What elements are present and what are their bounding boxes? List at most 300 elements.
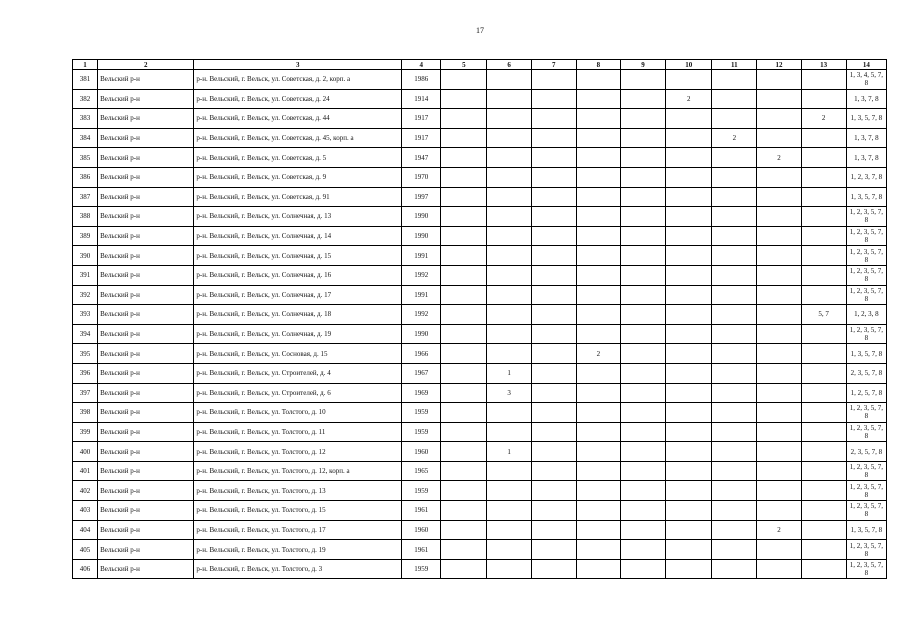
table-cell-col-12: 2 — [757, 520, 801, 540]
table-cell-col-7 — [531, 344, 576, 364]
table-cell-col-1: 400 — [73, 442, 98, 462]
table-cell-col-2: Вельский р-н — [98, 520, 194, 540]
table-cell-col-11 — [712, 226, 757, 246]
table-cell-col-7 — [531, 559, 576, 579]
table-cell-col-12 — [757, 442, 801, 462]
table-cell-col-12 — [757, 501, 801, 521]
table-cell-col-1: 406 — [73, 559, 98, 579]
column-header-3: 3 — [194, 60, 402, 70]
table-cell-col-5 — [441, 285, 487, 305]
table-cell-col-11 — [712, 363, 757, 383]
table-cell-col-3: р-н. Вельский, г. Вельск, ул. Толстого, д. 15 — [194, 501, 402, 521]
table-cell-col-1: 392 — [73, 285, 98, 305]
table-cell-col-14: 1, 3, 7, 8 — [846, 128, 886, 148]
table-cell-col-11 — [712, 109, 757, 129]
table-cell-col-14: 2, 3, 5, 7, 8 — [846, 363, 886, 383]
table-cell-col-14: 1, 2, 3, 5, 7, 8 — [846, 540, 886, 560]
table-cell-col-7 — [531, 461, 576, 481]
table-cell-col-1: 403 — [73, 501, 98, 521]
table-cell-col-3: р-н. Вельский, г. Вельск, ул. Солнечная, д. 14 — [194, 226, 402, 246]
column-header-7: 7 — [531, 60, 576, 70]
table-cell-col-1: 398 — [73, 403, 98, 423]
table-cell-col-7 — [531, 246, 576, 266]
table-cell-col-13 — [801, 167, 846, 187]
table-row — [73, 109, 887, 129]
table-cell-col-5 — [441, 442, 487, 462]
table-cell-col-2: Вельский р-н — [98, 442, 194, 462]
table-cell-col-1: 396 — [73, 363, 98, 383]
table-cell-col-10 — [666, 285, 712, 305]
table-cell-col-3: р-н. Вельский, г. Вельск, ул. Солнечная, д. 18 — [194, 305, 402, 325]
table-cell-col-14: 1, 2, 3, 8 — [846, 305, 886, 325]
column-header-12: 12 — [757, 60, 801, 70]
table-cell-col-11 — [712, 383, 757, 403]
table-cell-col-7 — [531, 540, 576, 560]
table-cell-col-11 — [712, 285, 757, 305]
table-cell-col-7 — [531, 501, 576, 521]
table-cell-col-1: 382 — [73, 89, 98, 109]
table-cell-col-4: 1960 — [402, 520, 441, 540]
table-cell-col-1: 388 — [73, 207, 98, 227]
table-cell-col-4: 1966 — [402, 344, 441, 364]
table-cell-col-13 — [801, 89, 846, 109]
table-cell-col-9 — [620, 246, 665, 266]
table-cell-col-2: Вельский р-н — [98, 344, 194, 364]
table-cell-col-8 — [576, 324, 620, 344]
table-cell-col-9 — [620, 403, 665, 423]
column-header-8: 8 — [576, 60, 620, 70]
table-cell-col-7 — [531, 109, 576, 129]
column-header-14: 14 — [846, 60, 886, 70]
table-cell-col-9 — [620, 383, 665, 403]
table-cell-col-2: Вельский р-н — [98, 363, 194, 383]
table-cell-col-14: 1, 3, 5, 7, 8 — [846, 520, 886, 540]
table-cell-col-13 — [801, 540, 846, 560]
table-row — [73, 481, 887, 501]
table-cell-col-14: 1, 2, 3, 5, 7, 8 — [846, 285, 886, 305]
table-cell-col-14: 1, 3, 5, 7, 8 — [846, 187, 886, 207]
table-cell-col-9 — [620, 324, 665, 344]
table-cell-col-4: 1959 — [402, 403, 441, 423]
table-cell-col-13 — [801, 148, 846, 168]
table-cell-col-6: 1 — [487, 442, 531, 462]
table-body — [73, 70, 887, 579]
table-cell-col-7 — [531, 167, 576, 187]
table-cell-col-1: 386 — [73, 167, 98, 187]
table-row — [73, 324, 887, 344]
table-cell-col-9 — [620, 128, 665, 148]
table-row — [73, 520, 887, 540]
table-cell-col-12 — [757, 383, 801, 403]
table-cell-col-5 — [441, 89, 487, 109]
table-cell-col-3: р-н. Вельский, г. Вельск, ул. Толстого, д. 19 — [194, 540, 402, 560]
table-cell-col-12 — [757, 422, 801, 442]
table-cell-col-3: р-н. Вельский, г. Вельск, ул. Советская, д. 45, корп. а — [194, 128, 402, 148]
table-cell-col-8 — [576, 305, 620, 325]
table-cell-col-8 — [576, 403, 620, 423]
table-cell-col-14: 1, 2, 3, 5, 7, 8 — [846, 207, 886, 227]
table-cell-col-3: р-н. Вельский, г. Вельск, ул. Солнечная, д. 15 — [194, 246, 402, 266]
table-cell-col-9 — [620, 187, 665, 207]
table-cell-col-5 — [441, 422, 487, 442]
table-row — [73, 285, 887, 305]
table-cell-col-9 — [620, 520, 665, 540]
table-cell-col-7 — [531, 128, 576, 148]
table-cell-col-6 — [487, 70, 531, 90]
table-cell-col-4: 1970 — [402, 167, 441, 187]
table-cell-col-10 — [666, 442, 712, 462]
table-cell-col-11 — [712, 520, 757, 540]
column-header-11: 11 — [712, 60, 757, 70]
table-cell-col-5 — [441, 559, 487, 579]
table-cell-col-8 — [576, 363, 620, 383]
table-cell-col-7 — [531, 207, 576, 227]
table-cell-col-13 — [801, 461, 846, 481]
table-cell-col-12 — [757, 226, 801, 246]
table-cell-col-10 — [666, 481, 712, 501]
table-cell-col-11 — [712, 461, 757, 481]
table-cell-col-12 — [757, 89, 801, 109]
table-cell-col-13: 2 — [801, 109, 846, 129]
table-cell-col-6 — [487, 520, 531, 540]
table-row — [73, 148, 887, 168]
table-cell-col-10 — [666, 128, 712, 148]
table-cell-col-7 — [531, 422, 576, 442]
table-cell-col-14: 1, 2, 3, 5, 7, 8 — [846, 226, 886, 246]
table-cell-col-12 — [757, 559, 801, 579]
table-cell-col-10 — [666, 363, 712, 383]
table-cell-col-11 — [712, 501, 757, 521]
table-cell-col-3: р-н. Вельский, г. Вельск, ул. Строителей, д. 4 — [194, 363, 402, 383]
table-cell-col-11 — [712, 403, 757, 423]
table-row — [73, 403, 887, 423]
table-cell-col-11 — [712, 481, 757, 501]
table-cell-col-11 — [712, 442, 757, 462]
column-header-13: 13 — [801, 60, 846, 70]
table-cell-col-12 — [757, 285, 801, 305]
table-cell-col-6 — [487, 481, 531, 501]
table-cell-col-14: 1, 2, 5, 7, 8 — [846, 383, 886, 403]
table-cell-col-9 — [620, 285, 665, 305]
table-cell-col-5 — [441, 344, 487, 364]
table-cell-col-1: 397 — [73, 383, 98, 403]
table-cell-col-6 — [487, 207, 531, 227]
table-cell-col-7 — [531, 70, 576, 90]
table-cell-col-3: р-н. Вельский, г. Вельск, ул. Солнечная, д. 19 — [194, 324, 402, 344]
table-cell-col-7 — [531, 520, 576, 540]
table-cell-col-7 — [531, 403, 576, 423]
table-cell-col-3: р-н. Вельский, г. Вельск, ул. Толстого, д. 12 — [194, 442, 402, 462]
table-cell-col-7 — [531, 148, 576, 168]
table-cell-col-13 — [801, 187, 846, 207]
table-row — [73, 167, 887, 187]
table-cell-col-1: 387 — [73, 187, 98, 207]
table-cell-col-6 — [487, 324, 531, 344]
table-cell-col-6 — [487, 109, 531, 129]
table-cell-col-9 — [620, 207, 665, 227]
table-cell-col-11 — [712, 324, 757, 344]
table-cell-col-3: р-н. Вельский, г. Вельск, ул. Солнечная, д. 13 — [194, 207, 402, 227]
table-cell-col-5 — [441, 363, 487, 383]
column-header-6: 6 — [487, 60, 531, 70]
registry-table — [72, 59, 887, 579]
table-cell-col-1: 389 — [73, 226, 98, 246]
table-cell-col-8 — [576, 559, 620, 579]
table-cell-col-10 — [666, 246, 712, 266]
table-cell-col-10 — [666, 70, 712, 90]
table-cell-col-4: 1992 — [402, 265, 441, 285]
table-cell-col-10 — [666, 265, 712, 285]
table-cell-col-1: 383 — [73, 109, 98, 129]
table-cell-col-7 — [531, 363, 576, 383]
table-cell-col-6: 3 — [487, 383, 531, 403]
table-cell-col-2: Вельский р-н — [98, 461, 194, 481]
table-cell-col-5 — [441, 167, 487, 187]
table-cell-col-12: 2 — [757, 148, 801, 168]
table-row — [73, 207, 887, 227]
table-cell-col-13: 5, 7 — [801, 305, 846, 325]
table-cell-col-13 — [801, 403, 846, 423]
table-cell-col-13 — [801, 324, 846, 344]
table-cell-col-10 — [666, 383, 712, 403]
table-cell-col-14: 1, 3, 4, 5, 7, 8 — [846, 70, 886, 90]
table-cell-col-12 — [757, 363, 801, 383]
table-cell-col-10 — [666, 148, 712, 168]
table-cell-col-3: р-н. Вельский, г. Вельск, ул. Толстого, д. 12, корп. а — [194, 461, 402, 481]
table-cell-col-10 — [666, 501, 712, 521]
table-cell-col-4: 1992 — [402, 305, 441, 325]
table-cell-col-1: 390 — [73, 246, 98, 266]
table-cell-col-1: 399 — [73, 422, 98, 442]
table-row — [73, 305, 887, 325]
table-cell-col-12 — [757, 461, 801, 481]
table-cell-col-6 — [487, 305, 531, 325]
table-cell-col-2: Вельский р-н — [98, 285, 194, 305]
table-cell-col-6 — [487, 89, 531, 109]
table-cell-col-13 — [801, 383, 846, 403]
table-cell-col-8 — [576, 481, 620, 501]
table-cell-col-13 — [801, 265, 846, 285]
table-cell-col-10 — [666, 403, 712, 423]
table-cell-col-14: 1, 3, 7, 8 — [846, 89, 886, 109]
table-cell-col-3: р-н. Вельский, г. Вельск, ул. Советская, д. 44 — [194, 109, 402, 129]
table-cell-col-6 — [487, 226, 531, 246]
table-cell-col-8 — [576, 501, 620, 521]
table-cell-col-2: Вельский р-н — [98, 148, 194, 168]
table-cell-col-10 — [666, 520, 712, 540]
table-cell-col-12 — [757, 265, 801, 285]
table-cell-col-6 — [487, 540, 531, 560]
column-header-10: 10 — [666, 60, 712, 70]
table-cell-col-5 — [441, 305, 487, 325]
page-number: 17 — [476, 26, 484, 35]
table-cell-col-10 — [666, 422, 712, 442]
table-cell-col-9 — [620, 559, 665, 579]
table-cell-col-3: р-н. Вельский, г. Вельск, ул. Советская, д. 2, корп. а — [194, 70, 402, 90]
table-cell-col-1: 381 — [73, 70, 98, 90]
table-cell-col-4: 1990 — [402, 324, 441, 344]
table-cell-col-9 — [620, 422, 665, 442]
table-cell-col-8 — [576, 540, 620, 560]
table-cell-col-7 — [531, 226, 576, 246]
table-cell-col-8: 2 — [576, 344, 620, 364]
table-cell-col-12 — [757, 344, 801, 364]
table-cell-col-5 — [441, 148, 487, 168]
table-cell-col-14: 1, 2, 3, 5, 7, 8 — [846, 265, 886, 285]
table-cell-col-8 — [576, 461, 620, 481]
table-row — [73, 89, 887, 109]
table-cell-col-8 — [576, 226, 620, 246]
table-cell-col-5 — [441, 128, 487, 148]
table-cell-col-3: р-н. Вельский, г. Вельск, ул. Солнечная, д. 16 — [194, 265, 402, 285]
table-cell-col-11 — [712, 344, 757, 364]
table-cell-col-8 — [576, 442, 620, 462]
table-cell-col-13 — [801, 442, 846, 462]
table-cell-col-13 — [801, 128, 846, 148]
table-cell-col-12 — [757, 207, 801, 227]
table-row — [73, 70, 887, 90]
table-cell-col-8 — [576, 422, 620, 442]
table-cell-col-6 — [487, 265, 531, 285]
table-cell-col-4: 1986 — [402, 70, 441, 90]
table-cell-col-5 — [441, 520, 487, 540]
table-cell-col-13 — [801, 285, 846, 305]
table-cell-col-13 — [801, 422, 846, 442]
table-cell-col-1: 404 — [73, 520, 98, 540]
table-cell-col-2: Вельский р-н — [98, 207, 194, 227]
table-cell-col-2: Вельский р-н — [98, 324, 194, 344]
table-cell-col-7 — [531, 265, 576, 285]
table-cell-col-6: 1 — [487, 363, 531, 383]
table-cell-col-14: 1, 2, 3, 5, 7, 8 — [846, 559, 886, 579]
table-cell-col-5 — [441, 481, 487, 501]
table-cell-col-3: р-н. Вельский, г. Вельск, ул. Сосновая, д. 15 — [194, 344, 402, 364]
table-row — [73, 559, 887, 579]
table-cell-col-8 — [576, 246, 620, 266]
table-cell-col-9 — [620, 344, 665, 364]
table-row — [73, 540, 887, 560]
table-row — [73, 226, 887, 246]
table-cell-col-10 — [666, 324, 712, 344]
table-cell-col-4: 1991 — [402, 285, 441, 305]
table-cell-col-3: р-н. Вельский, г. Вельск, ул. Строителей, д. 6 — [194, 383, 402, 403]
table-cell-col-9 — [620, 265, 665, 285]
table-cell-col-4: 1917 — [402, 128, 441, 148]
table-cell-col-14: 1, 2, 3, 5, 7, 8 — [846, 403, 886, 423]
table-cell-col-8 — [576, 265, 620, 285]
table-cell-col-3: р-н. Вельский, г. Вельск, ул. Советская, д. 24 — [194, 89, 402, 109]
table-cell-col-9 — [620, 109, 665, 129]
table-cell-col-3: р-н. Вельский, г. Вельск, ул. Советская, д. 91 — [194, 187, 402, 207]
table-cell-col-14: 1, 2, 3, 7, 8 — [846, 167, 886, 187]
table-cell-col-4: 1965 — [402, 461, 441, 481]
table-cell-col-4: 1961 — [402, 501, 441, 521]
table-cell-col-11 — [712, 540, 757, 560]
table-cell-col-4: 1997 — [402, 187, 441, 207]
table-cell-col-14: 1, 3, 5, 7, 8 — [846, 344, 886, 364]
table-cell-col-1: 384 — [73, 128, 98, 148]
table-cell-col-5 — [441, 246, 487, 266]
table-cell-col-2: Вельский р-н — [98, 265, 194, 285]
table-row — [73, 128, 887, 148]
table-cell-col-2: Вельский р-н — [98, 246, 194, 266]
table-cell-col-4: 1960 — [402, 442, 441, 462]
table-cell-col-10 — [666, 305, 712, 325]
table-cell-col-8 — [576, 167, 620, 187]
column-header-5: 5 — [441, 60, 487, 70]
table-row — [73, 442, 887, 462]
table-cell-col-14: 1, 2, 3, 5, 7, 8 — [846, 501, 886, 521]
column-header-9: 9 — [620, 60, 665, 70]
table-cell-col-8 — [576, 70, 620, 90]
table-cell-col-13 — [801, 363, 846, 383]
table-cell-col-12 — [757, 305, 801, 325]
table-cell-col-4: 1967 — [402, 363, 441, 383]
table-cell-col-6 — [487, 344, 531, 364]
table-cell-col-1: 393 — [73, 305, 98, 325]
table-cell-col-2: Вельский р-н — [98, 167, 194, 187]
table-cell-col-2: Вельский р-н — [98, 403, 194, 423]
table-cell-col-12 — [757, 167, 801, 187]
table-cell-col-6 — [487, 403, 531, 423]
table-cell-col-14: 1, 2, 3, 5, 7, 8 — [846, 324, 886, 344]
table-cell-col-6 — [487, 285, 531, 305]
table-cell-col-2: Вельский р-н — [98, 383, 194, 403]
table-cell-col-14: 1, 3, 5, 7, 8 — [846, 109, 886, 129]
table-cell-col-4: 1959 — [402, 422, 441, 442]
table-cell-col-6 — [487, 501, 531, 521]
table-cell-col-13 — [801, 520, 846, 540]
table-cell-col-9 — [620, 461, 665, 481]
table-cell-col-9 — [620, 70, 665, 90]
table-cell-col-3: р-н. Вельский, г. Вельск, ул. Советская, д. 9 — [194, 167, 402, 187]
table-cell-col-12 — [757, 187, 801, 207]
table-row — [73, 246, 887, 266]
table-cell-col-7 — [531, 324, 576, 344]
table-row — [73, 383, 887, 403]
table-cell-col-10 — [666, 540, 712, 560]
table-cell-col-1: 401 — [73, 461, 98, 481]
table-cell-col-14: 1, 2, 3, 5, 7, 8 — [846, 246, 886, 266]
table-cell-col-11 — [712, 167, 757, 187]
table-cell-col-8 — [576, 207, 620, 227]
table-cell-col-10 — [666, 559, 712, 579]
table-cell-col-7 — [531, 305, 576, 325]
table-cell-col-7 — [531, 187, 576, 207]
table-cell-col-7 — [531, 89, 576, 109]
table-cell-col-6 — [487, 148, 531, 168]
table-cell-col-8 — [576, 128, 620, 148]
table-cell-col-6 — [487, 187, 531, 207]
table-cell-col-4: 1914 — [402, 89, 441, 109]
column-header-4: 4 — [402, 60, 441, 70]
table-cell-col-4: 1990 — [402, 226, 441, 246]
table-row — [73, 363, 887, 383]
table-cell-col-9 — [620, 363, 665, 383]
table-cell-col-9 — [620, 305, 665, 325]
table-cell-col-13 — [801, 481, 846, 501]
table-cell-col-11 — [712, 265, 757, 285]
table-cell-col-12 — [757, 128, 801, 148]
table-cell-col-8 — [576, 187, 620, 207]
table-cell-col-7 — [531, 442, 576, 462]
table-cell-col-9 — [620, 148, 665, 168]
column-header-1: 1 — [73, 60, 98, 70]
table-cell-col-12 — [757, 109, 801, 129]
table-cell-col-7 — [531, 383, 576, 403]
table-cell-col-13 — [801, 70, 846, 90]
table-cell-col-10 — [666, 344, 712, 364]
